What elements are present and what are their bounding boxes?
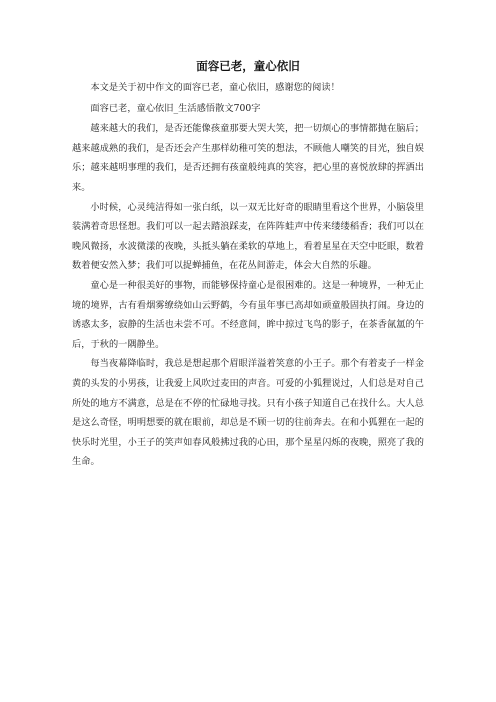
paragraph-4: 每当夜幕降临时，我总是想起那个眉眼洋溢着笑意的小王子。那个有着麦子一样金黄的头发的小男孩，让我爱上风吹过麦田的声音。可爱的小狐狸说过，人们总是对自己所处的地方不满意，总是在不停的忙碌地寻找。只有小孩子知道自己在找什么。大人总是这么奇怪，明明想要的就在眼前，却总是不顾一切的往前奔去。在和小狐狸在一起的快乐时光里，小王子的笑声如春风般拂过我的心田，那个星星闪烁的夜晚，照亮了我的生命。 <box>72 358 424 468</box>
document-intro: 本文是关于初中作文的面容已老，童心依旧，感谢您的阅读！ <box>90 82 340 93</box>
paragraph-3: 童心是一种很美好的事物，而能够保持童心是很困难的。这是一种境界，一种无止境的境界，古有看烟雾缭绕如山云野鹤，今有虽年事已高却如顽童般固执打闹。身边的诱惑太多，寂静的生活也未尝不可。不经意间，眸中掠过飞鸟的影子，在茶香氤氲的午后，于秋的一隅静坐。 <box>72 279 424 350</box>
document-subtitle: 面容已老，童心依旧_生活感悟散文700字 <box>90 102 261 114</box>
document-title: 面容已老，童心依旧 <box>196 59 300 73</box>
document-page <box>72 58 424 472</box>
paragraph-1: 越来越大的我们，是否还能像孩童那要大哭大笑，把一切烦心的事情都抛在脑后；越来越成熟的我们，是否还会产生那样幼稚可笑的想法，不顾他人嘲笑的目光，独自娱乐；越来越明事理的我们，是否还拥有孩童般纯真的笑容，把心里的喜悦放肆的挥洒出来。 <box>72 123 424 193</box>
paragraph-2: 小时候，心灵纯洁得如一张白纸，以一双无比好奇的眼睛里看这个世界，小脑袋里装满着奇思怪想。我们可以一起去踏浪踩麦，在阵阵蛙声中传来缕缕稻香；我们可以在晚风微扬，水波微漾的夜晚，头抵头躺在柔软的草地上，看着星星在天空中眨眼，数着数着便安然入梦；我们可以捉蝉捕鱼，在花丛间游走，体会大自然的乐趣。 <box>72 201 424 272</box>
